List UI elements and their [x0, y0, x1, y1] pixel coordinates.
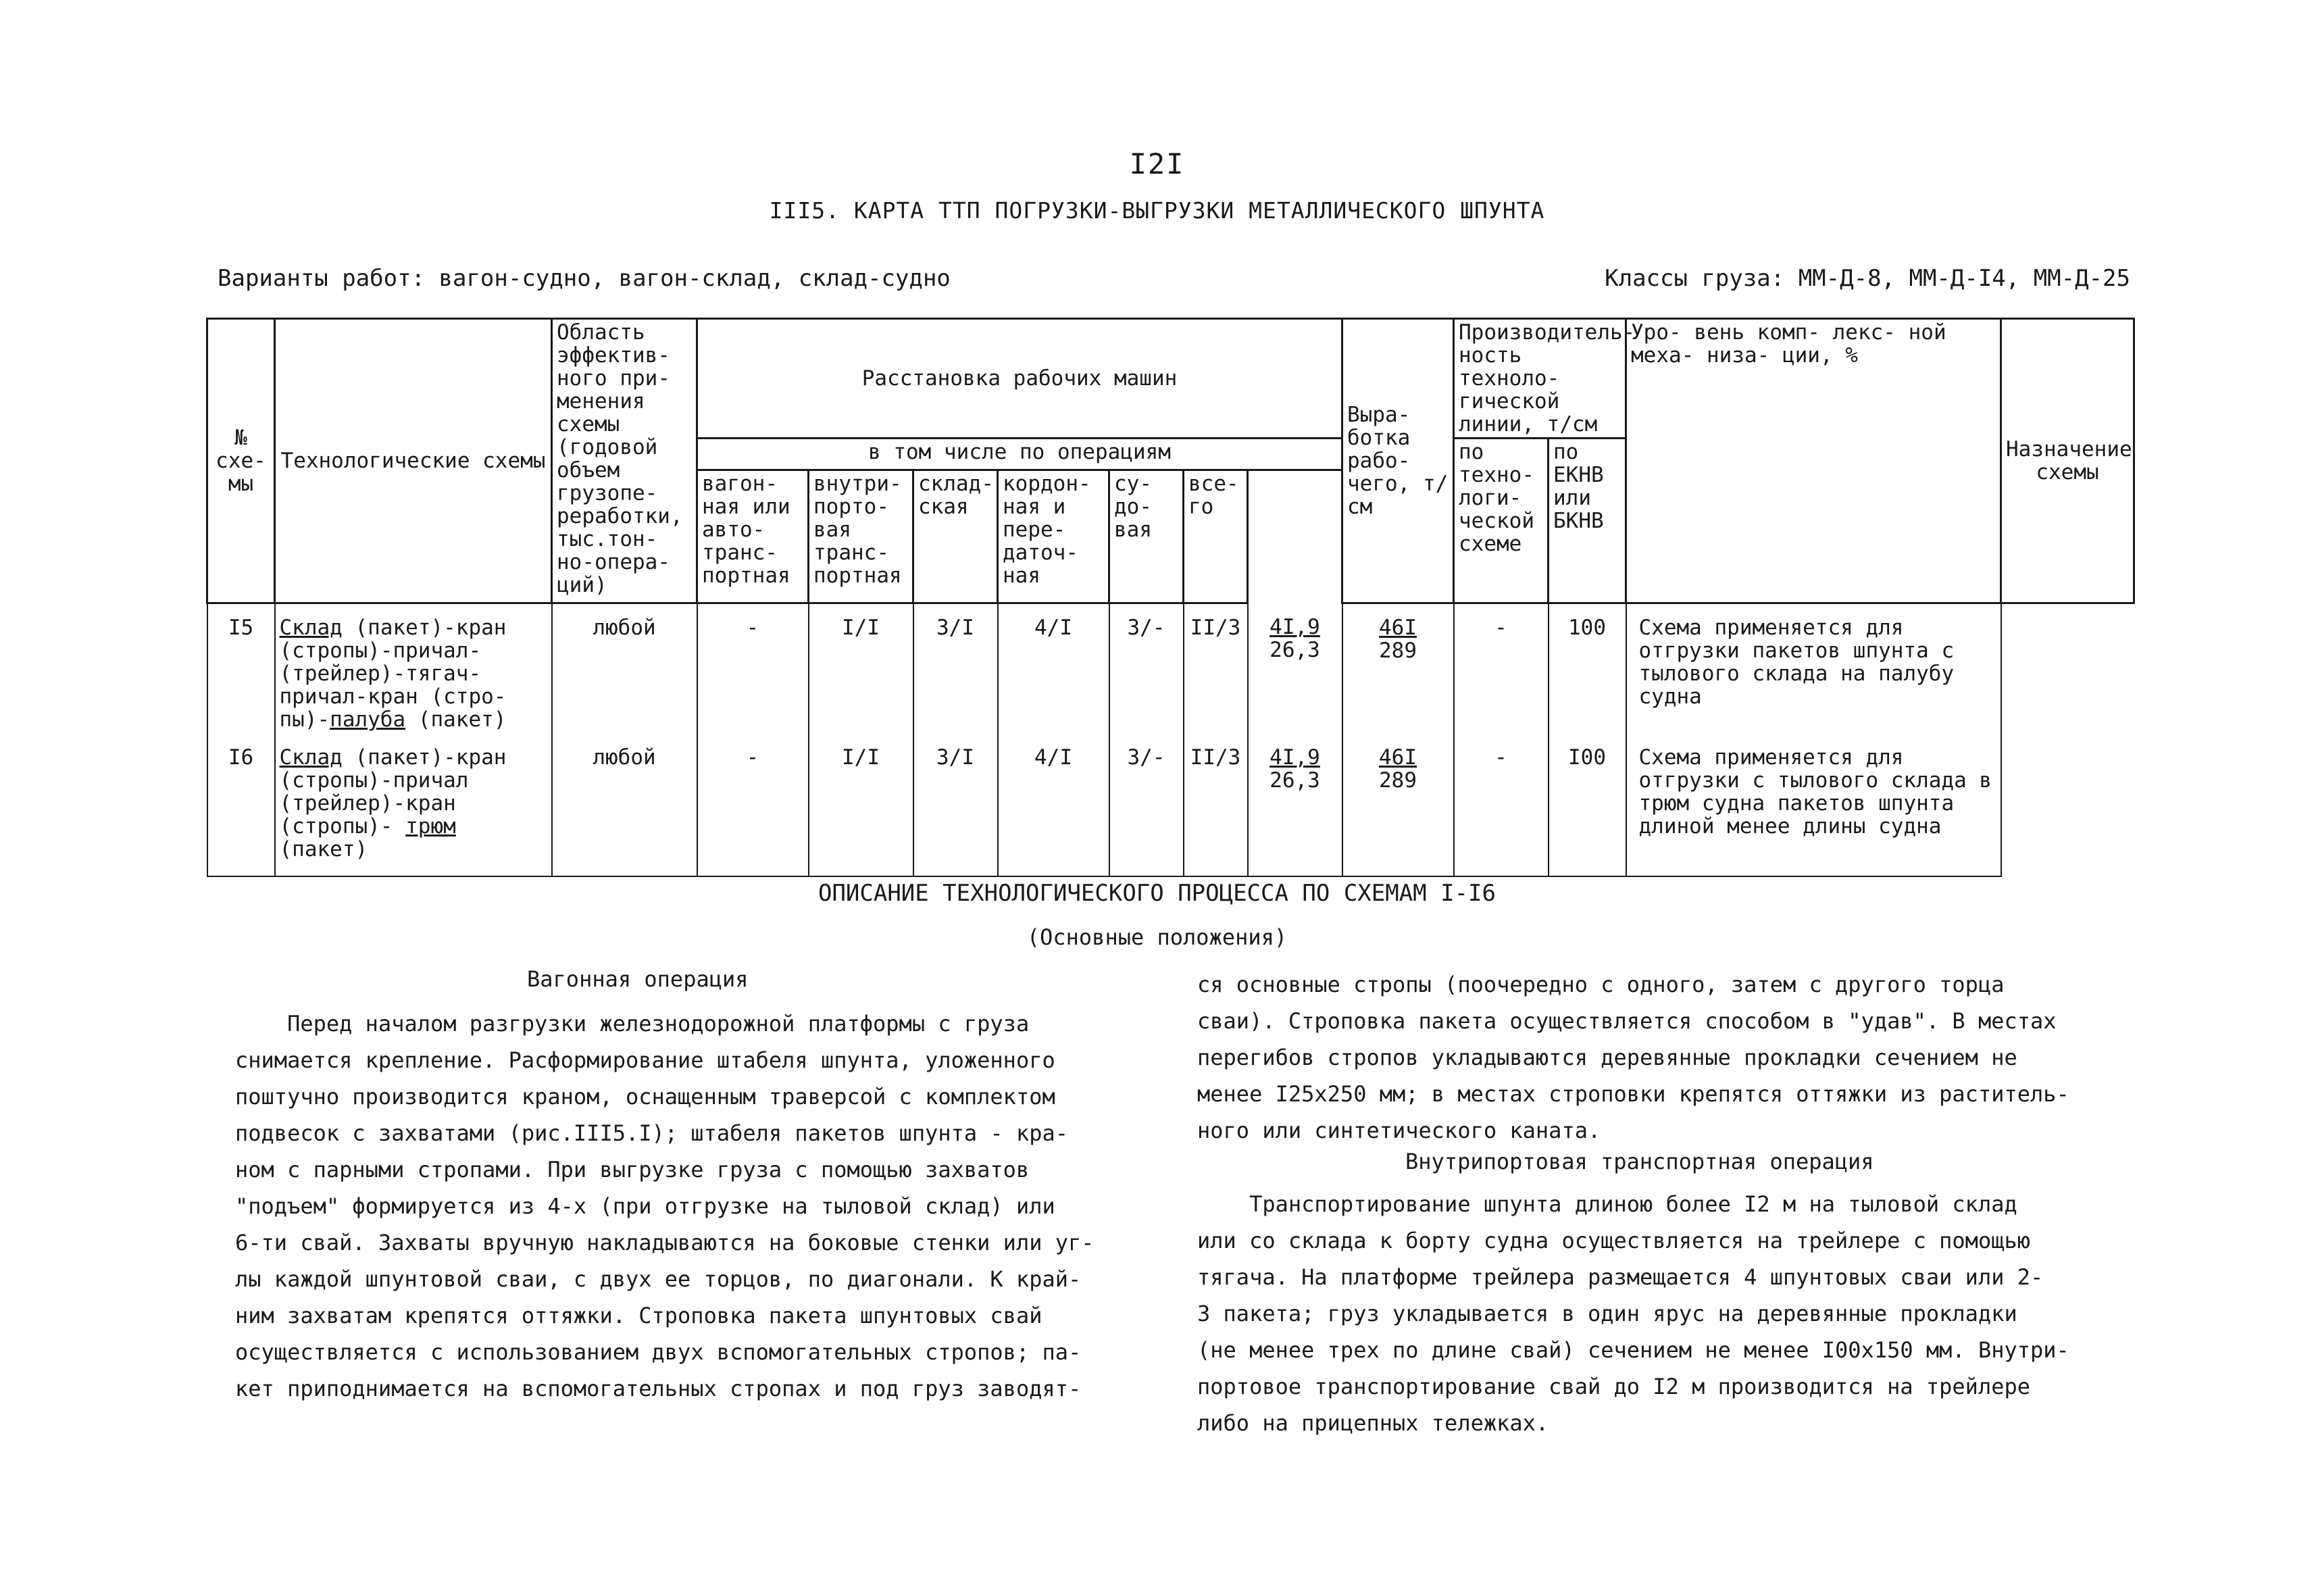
row-scheme	[275, 739, 552, 876]
scheme-start: Склад	[279, 745, 343, 770]
section-internal-heading: Внутрипортовая транспортная операция	[1405, 1149, 1874, 1174]
row-output	[1248, 603, 1342, 740]
scheme-target: палуба	[330, 707, 406, 732]
prod-bottom: 289	[1379, 639, 1417, 663]
col-header-prod-ekhv: по ЕКНВ или БКНВ	[1549, 439, 1626, 603]
description-subtitle: (Основные положения)	[1026, 924, 1288, 950]
continuation-text: ся основные стропы (поочередно с одного, затем с другого торца сваи). Строповка пакета осуществляется способом в "удав". В местах перегибов стропов укладываются деревянные прокладки сечением не менее I25х250 мм; в местах строповки крепятся оттяжки из раститель- ного или синтетического каната.	[1197, 972, 2069, 1143]
row-area: любой	[552, 603, 697, 740]
row-op-cordon: 4/I	[998, 739, 1109, 876]
page-title: III5. КАРТА ТТП ПОГРУЗКИ-ВЫГРУЗКИ МЕТАЛЛИЧЕСКОГО ШПУНТА	[769, 197, 1545, 224]
row-op-internal: I/I	[809, 739, 913, 876]
col-header-op-wagon: вагон- ная или авто- транс- портная	[697, 470, 809, 603]
output-bottom: 26,3	[1269, 768, 1320, 793]
row-op-internal: I/I	[809, 603, 913, 740]
row-op-ship: 3/-	[1109, 739, 1184, 876]
wagon-operation-text: Перед началом разгрузки железнодорожной платформы с груза снимается крепление. Расформирование штабеля шпунта, уложенного поштучно производится краном, оснащенным траверсой с комплектом подвесок с захватами (рис.III5.I); штабеля пакетов шпунта - кра- ном с парными стропами. При выгрузке груза с помощью захватов "подъем" формируется из 4-х (при отгрузке на тыловой склад) или 6-ти свай. Захваты вручную накладываются на боковые стенки или уг- лы каждой шпунтовой сваи, с двух ее торцов, по диагонали. К край- ним захватам крепятся оттяжки. Строповка пакета шпунтовых свай осуществляется с использованием двух вспомогательных стропов; па- кет приподнимается на вспомогательных стропах и под груз заводят-	[235, 1011, 1095, 1401]
row-scheme	[275, 603, 552, 740]
col-header-prod-scheme: по техно- логи- ческой схеме	[1454, 439, 1549, 603]
table-row	[207, 739, 2134, 876]
work-variants: Варианты работ: вагон-судно, вагон-склад, склад-судно	[218, 265, 951, 292]
col-header-op-cordon: кордон- ная и пере- даточ- ная	[998, 470, 1109, 603]
row-op-ship: 3/-	[1109, 603, 1184, 740]
col-header-area: Область эффектив- ного при- менения схемы (годовой объем грузопе- реработки, тыс.тон- но-опера- ций)	[552, 319, 697, 603]
ttp-table	[206, 318, 2135, 877]
row-op-total: II/3	[1184, 603, 1248, 740]
col-header-op-ship: су- до- вая	[1109, 470, 1184, 603]
output-top: 4I,9	[1269, 745, 1320, 770]
scheme-end: (пакет)	[279, 837, 368, 862]
col-header-mech-level: Уро- вень комп- лекс- ной меха- низа- ции, %	[1626, 319, 2001, 603]
col-header-num: № схе- мы	[207, 319, 275, 603]
row-prod-scheme	[1342, 739, 1454, 876]
prod-top: 46I	[1379, 745, 1417, 770]
scheme-end: (пакет)	[405, 707, 507, 732]
col-header-incl-ops: в том числе по операциям	[697, 439, 1342, 470]
row-op-warehouse: 3/I	[913, 739, 998, 876]
col-header-productivity: Производитель- ность техноло- гической линии, т/см	[1454, 319, 1626, 439]
row-area: любой	[552, 739, 697, 876]
page-number: I2I	[1129, 147, 1185, 180]
output-bottom: 26,3	[1269, 637, 1320, 662]
row-mech: 100	[1549, 603, 1626, 740]
row-prod-ekhv: -	[1454, 739, 1549, 876]
scheme-start: Склад	[279, 616, 343, 640]
col-header-output: Выра- ботка рабо- чего, т/см	[1342, 319, 1454, 603]
table-row	[207, 603, 2134, 740]
description-title: ОПИСАНИЕ ТЕХНОЛОГИЧЕСКОГО ПРОЦЕССА ПО СХЕМАМ I-I6	[818, 880, 1496, 907]
col-header-purpose: Назначение схемы	[2001, 319, 2134, 603]
row-prod-scheme	[1342, 603, 1454, 740]
cargo-classes: Классы груза: ММ-Д-8, ММ-Д-I4, ММ-Д-25	[1605, 265, 2130, 292]
internal-transport-text: Транспортирование шпунта длиною более I2 м на тыловой склад или со склада к борту судна осуществляется на трейлере с помощью тягача. На платформе трейлера размещается 4 шпунтовых сваи или 2- 3 пакета; груз укладывается в один ярус на деревянные прокладки (не менее трех по длине свай) сечением не менее I00х150 мм. Внутри- портовое транспортирование свай до I2 м производится на трейлере либо на прицепных тележках.	[1197, 1191, 2069, 1436]
prod-top: 46I	[1379, 616, 1417, 640]
row-op-wagon: -	[697, 603, 809, 740]
row-op-cordon: 4/I	[998, 603, 1109, 740]
col-header-op-total: все- го	[1184, 470, 1248, 603]
col-header-arrangement: Расстановка рабочих машин	[697, 319, 1342, 439]
scheme-middle: (пакет)-кран (стропы)-причал (трейлер)-кран (стропы)-	[279, 745, 507, 839]
row-num: I6	[207, 739, 275, 876]
row-op-warehouse: 3/I	[913, 603, 998, 740]
col-header-schemes: Технологические схемы	[275, 319, 552, 603]
row-op-wagon: -	[697, 739, 809, 876]
output-top: 4I,9	[1269, 614, 1320, 639]
row-num: I5	[207, 603, 275, 740]
section-wagon-heading: Вагонная операция	[527, 966, 749, 992]
row-output	[1248, 739, 1342, 876]
row-mech: I00	[1549, 739, 1626, 876]
row-prod-ekhv: -	[1454, 603, 1549, 740]
row-purpose: Схема применяется для отгрузки с тылового склада в трюм судна пакетов шпунта длиной менее длины судна	[1626, 739, 2001, 876]
prod-bottom: 289	[1379, 768, 1417, 793]
row-op-total: II/3	[1184, 739, 1248, 876]
scheme-middle: (пакет)-кран (стропы)-причал-(трейлер)-тягач-причал-кран (стро- пы)-	[279, 616, 507, 732]
col-header-op-warehouse: склад- ская	[913, 470, 998, 603]
col-header-op-internal: внутри- порто- вая транс- портная	[809, 470, 913, 603]
row-purpose: Схема применяется для отгрузки пакетов шпунта с тылового склада на палубу судна	[1626, 603, 2001, 740]
scheme-target: трюм	[405, 814, 456, 839]
